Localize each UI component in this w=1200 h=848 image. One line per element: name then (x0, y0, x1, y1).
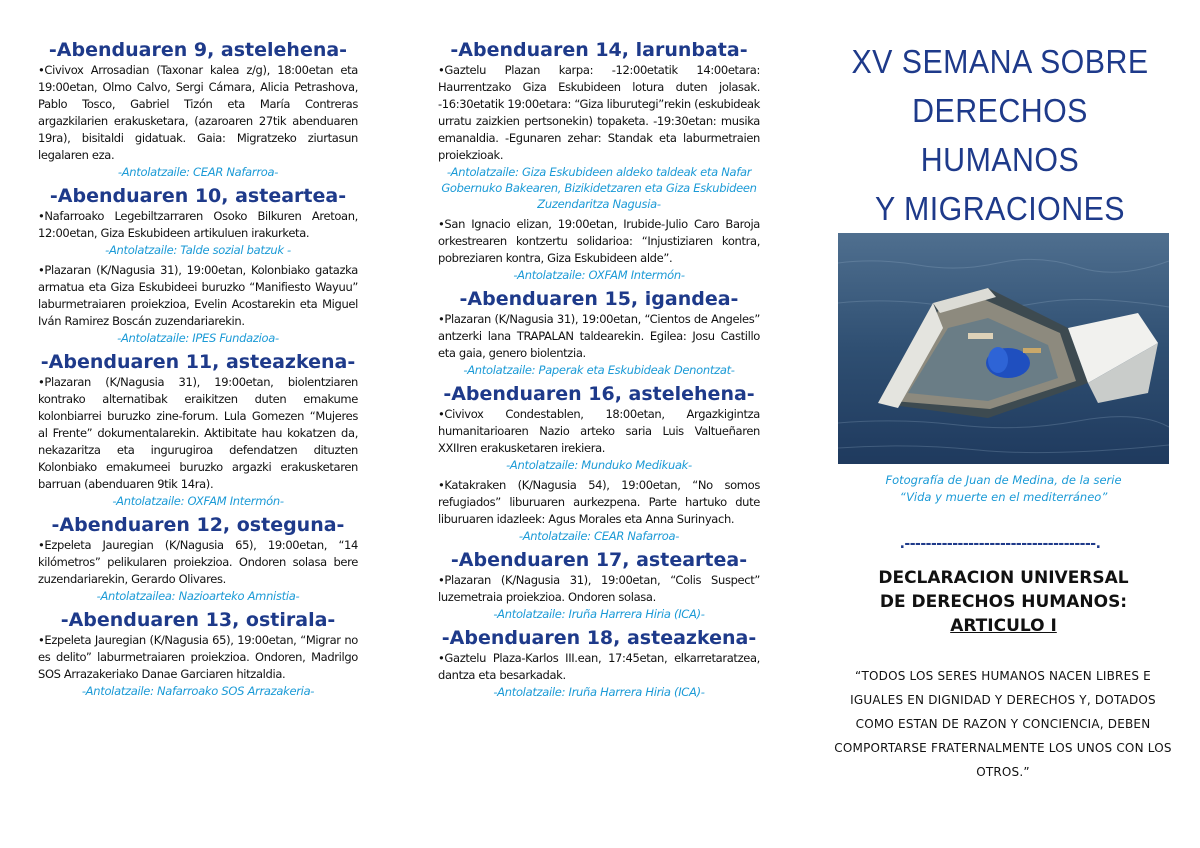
event-text: •Civivox Condestablen, 18:00etan, Argazkigintza humanitarioaren Nazio arteko saria Luis Valtueñaren XXIIren erakusketaren irekiera. (438, 407, 760, 455)
declaration-line-2: DE DERECHOS HUMANOS: (879, 592, 1128, 612)
organizer: -Antolatzaile: Paperak eta Eskubideak Denontzat- (463, 363, 735, 377)
divider: .------------------------------------. (899, 536, 1101, 552)
program-column-1 (38, 0, 358, 703)
organizer: -Antolatzailea: Nazioarteko Amnistia- (96, 589, 300, 603)
caption-line-2: “Vida y muerte en el mediterráneo” (899, 490, 1108, 504)
event-text: •Gaztelu Plaza-Karlos III.ean, 17:45etan, elkarretaratzea, dantza eta besarkadak. (438, 651, 760, 682)
caption-line-1: Fotografía de Juan de Medina, de la serie (885, 473, 1122, 487)
day-heading: -Abenduaren 18, asteazkena- (441, 627, 757, 649)
declaration-line-1: DECLARACION UNIVERSAL (878, 568, 1129, 588)
event-text: •Plazaran (K/Nagusia 31), 19:00etan, “Cientos de Angeles” antzerki lana TRAPALAN taldearekin. Egilea: Josu Castillo eta gaia, genero biolentzia. (438, 312, 760, 360)
day-heading: -Abenduaren 9, astelehena- (48, 39, 348, 61)
organizer: -Antolatzaile: Iruña Harrera Hiria (ICA)- (493, 685, 705, 699)
event-text: •Ezpeleta Jauregian (K/Nagusia 65), 19:00etan, “Migrar no es delito” laburmetraiaren proiekzioa. Ondoren, Madrilgo SOS Arrazakeriako Danae Garciaren hitzaldia. (38, 633, 358, 681)
event-text: •Ezpeleta Jauregian (K/Nagusia 65), 19:00etan, “14 kilómetros” pelikularen proiekzioa. Ondoren solasa bere zuzendariarekin, Gerardo Olivares. (38, 538, 358, 586)
organizer: -Antolatzaile: Talde sozial batzuk - (105, 243, 291, 257)
day-heading: -Abenduaren 15, igandea- (459, 288, 739, 310)
organizer: -Antolatzaile: OXFAM Intermón- (513, 268, 685, 282)
day-heading: -Abenduaren 11, asteazkena- (40, 351, 356, 373)
article-heading: ARTICULO I (950, 616, 1057, 636)
cover-photo-boat (838, 233, 1169, 464)
organizer: -Antolatzaile: Nafarroako SOS Arrazakeria- (81, 684, 315, 698)
day-heading: -Abenduaren 14, larunbata- (450, 39, 748, 61)
cover-title-line-3: Y MIGRACIONES (874, 190, 1126, 227)
day-heading: -Abenduaren 17, asteartea- (450, 549, 748, 571)
organizer: -Antolatzaile: CEAR Nafarroa- (518, 529, 680, 543)
event-text: •Plazaran (K/Nagusia 31), 19:00etan, Kolonbiako gatazka armatua eta Giza Eskubideei buruzko “Manifiesto Wayuu” laburmetraiaren proiekzioa, Evelin Acostarekin eta Miguel Iván Ramirez Boscán zuzendariarekin. (38, 263, 358, 328)
organizer: -Antolatzaile: Giza Eskubideen aldeko taldeak eta Nafar Gobernuko Bakearen, Bizikidetzaren eta Giza Eskubideen Zuzendaritza Nagusia- (441, 165, 757, 211)
organizer: -Antolatzaile: IPES Fundazioa- (117, 331, 279, 345)
event-text: •Civivox Arrosadian (Taxonar kalea z/g), 18:00etan eta 19:00etan, Olmo Calvo, Sergi Cámara, Alicia Petrashova, Pablo Tosco, Gabriel Tizón eta María Contreras argazkilarien erakusketara, (azaroaren 27tik abenduaren 19ra), bisitaldi gidatuak. Gaia: Migratzeko ziurtasun legalaren eza. (38, 63, 358, 162)
cover-title-line-2: DERECHOS HUMANOS (912, 92, 1088, 178)
event-text: •Plazaran (K/Nagusia 31), 19:00etan, biolentziaren kontrako alternatibak eraikitzen duten emakume kolonbiarrei buruzko zine-forum. Lula Gomezen “Mujeres al Frente” dokumentalarekin. Aktibitate hau kokatzen da, nekazaritza eta ingurugiroa defendatzen dituzten Kolonbiako emakumeei buruzko argazki erakusketaren barruan (abenduaren 9tik 14ra). (38, 375, 358, 491)
day-heading: -Abenduaren 16, astelehena- (443, 383, 755, 405)
event-text: •Katakraken (K/Nagusia 54), 19:00etan, “No somos refugiados” liburuaren aurkezpena. Parte hartuko dute liburuaren idazleek: Agus Morales eta Anna Surinyach. (438, 478, 760, 526)
article-quote: “TODOS LOS SERES HUMANOS NACEN LIBRES E IGUALES EN DIGNIDAD Y DERECHOS Y, DOTADOS COMO ESTAN DE RAZON Y CONCIENCIA, DEBEN COMPORTARSE FRATERNALMENTE LOS UNOS CON LOS OTROS.” (834, 669, 1172, 779)
day-heading: -Abenduaren 13, ostirala- (60, 609, 336, 631)
program-column-2 (438, 0, 760, 704)
organizer: -Antolatzaile: OXFAM Intermón- (112, 494, 284, 508)
day-heading: -Abenduaren 12, osteguna- (51, 514, 345, 536)
declaration-heading (830, 566, 1177, 638)
event-text: •Plazaran (K/Nagusia 31), 19:00etan, “Colis Suspect” luzemetraia proiekzioa. Ondoren solasa. (438, 573, 760, 604)
organizer: -Antolatzaile: Munduko Medikuak- (506, 458, 692, 472)
photo-caption (830, 472, 1177, 506)
event-text: •San Ignacio elizan, 19:00etan, Irubide-Julio Caro Baroja orkestrearen kontzertu solidarioa: “Injustiziaren kontra, pobreziaren kontra, Giza Eskubideen alde”. (438, 217, 760, 265)
cover-panel (830, 0, 1170, 256)
organizer: -Antolatzaile: Iruña Harrera Hiria (ICA)- (493, 607, 705, 621)
event-text: •Gaztelu Plazan karpa: -12:00etatik 14:00etara: Haurrentzako Giza Eskubideen lotura duten jolasak. -16:30etatik 19:00etara: “Giza liburutegi”rekin (eskubideak urratu zaizkien pertsonekin) topaketa. -19:30etan: musika emanaldia. -Egunaren zehar: Standak eta laburmetraien proiekzioak. (438, 63, 760, 162)
organizer: -Antolatzaile: CEAR Nafarroa- (117, 165, 279, 179)
cover-title-line-1: XV SEMANA SOBRE (851, 43, 1149, 80)
day-heading: -Abenduaren 10, asteartea- (49, 185, 347, 207)
event-text: •Nafarroako Legebiltzarraren Osoko Bilkuren Aretoan, 12:00etan, Giza Eskubideen artikuluen irakurketa. (38, 209, 358, 240)
